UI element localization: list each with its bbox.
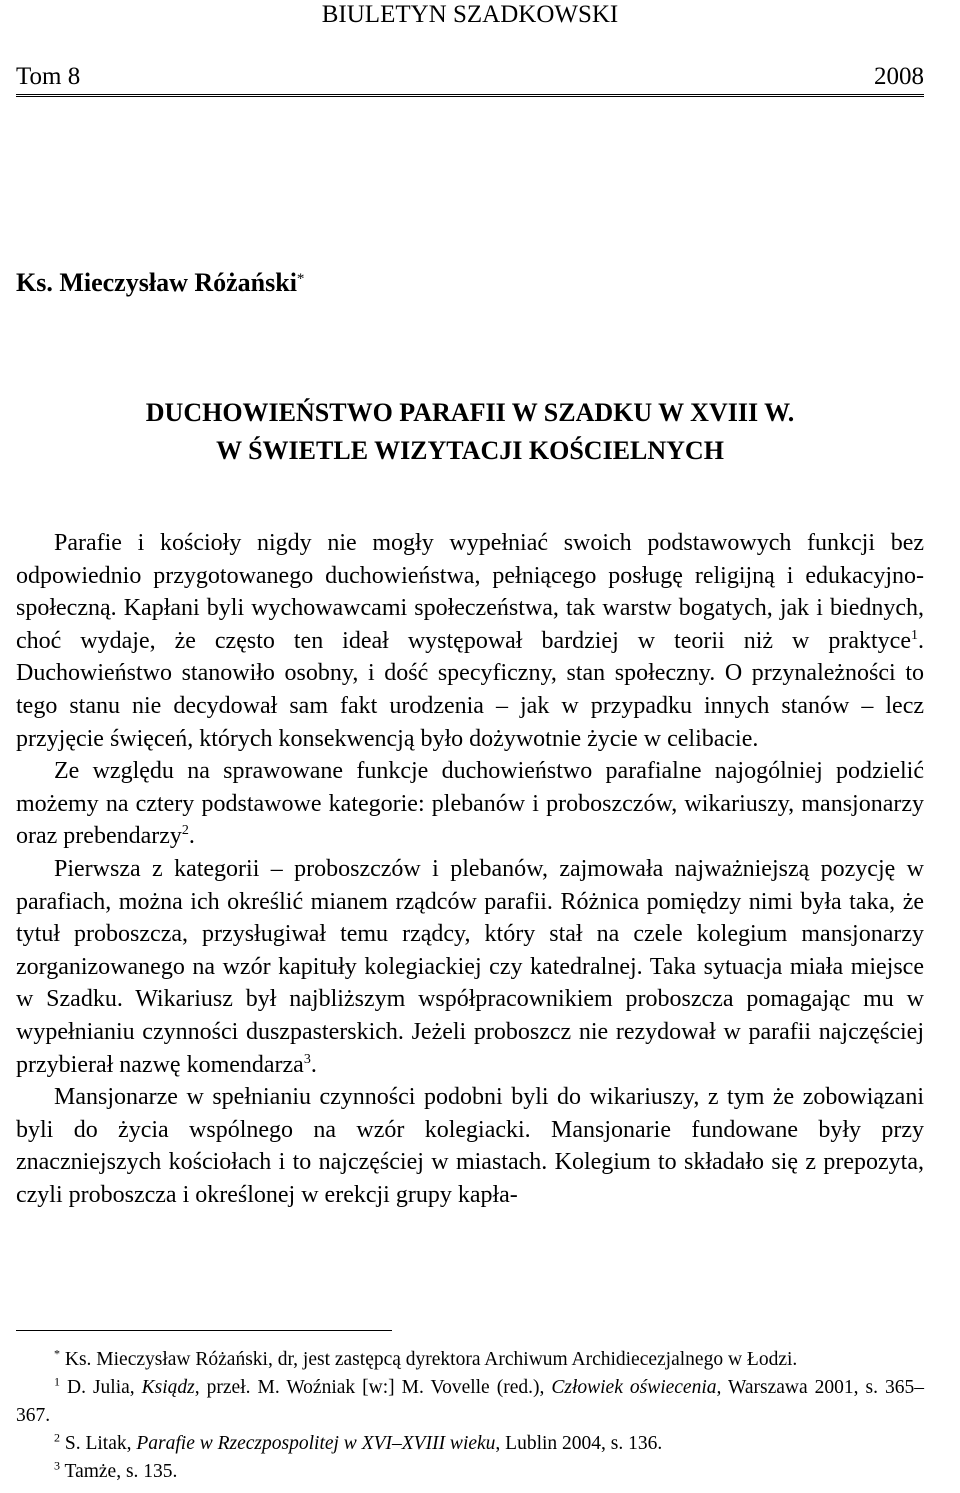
paragraph-3 [16, 853, 924, 1081]
footnote-mark-1: 1 [54, 1374, 60, 1389]
paragraph-3-text-b: . [310, 1051, 317, 1078]
title-line-2: W ŚWIETLE WIZYTACJI KOŚCIELNYCH [216, 436, 724, 465]
article-body [16, 527, 924, 1211]
paragraph-1-text-b: . Duchowieństwo stanowiło osobny, i dość specyficzny, stan społeczny. O przynależności to tego stanu nie decydował sam fakt urodzenia – jak w przypadku innych stanów – lecz przyjęcie święceń, których konsekwencją było dożywotnie życie w celibacie. [16, 627, 924, 752]
paragraph-4: Mansjonarze w spełnianiu czynności podobni byli do wikariuszy, z tym że zobowiązani byli do życia wspólnego na wzór kolegiacki. Mansjonarie fundowane były przy znaczniejszych kościołach i to najczęściej w miastach. Kolegium to składało się z prepozyta, czyli proboszcza i określonej w erekcji grupy kapła- [16, 1084, 924, 1208]
author-footnote-mark[interactable]: * [296, 271, 305, 287]
footnote-3-text: Tamże, s. 135. [60, 1461, 178, 1482]
footnote-ref-1[interactable]: 1 [911, 627, 918, 643]
footnote-mark-3: 3 [54, 1458, 60, 1473]
footnote-author [16, 1346, 924, 1374]
footnote-3 [16, 1458, 924, 1486]
footnote-1-text-b: , przeł. M. Woźniak [w:] M. Vovelle (red.), [194, 1377, 552, 1398]
footnote-2 [16, 1430, 924, 1458]
paragraph-2 [16, 755, 924, 853]
paragraph-1-text-a: Parafie i kościoły nigdy nie mogły wypełniać swoich podstawowych funkcji bez odpowiednio przygotowanego duchowieństwa, pełniącego posługę religijną i edukacyjno-społeczną. Kapłani byli wychowawcami społeczeństwa, tak warstw bogatych, jak i biednych, choć wydaje, że często ten ideał występował bardziej w teorii niż w praktyce [16, 530, 924, 654]
volume-number: Tom 8 [16, 63, 81, 90]
volume-row [16, 60, 924, 97]
footnotes [16, 1346, 924, 1486]
footnote-1-text-c: Warszawa 2001, s. 365–367. [16, 1377, 924, 1426]
footnote-mark-star: * [54, 1346, 60, 1361]
footnote-ref-3[interactable]: 3 [303, 1051, 311, 1067]
footnote-1-work-title: Ksiądz [141, 1377, 195, 1398]
paragraph-2-text-b: . [188, 823, 195, 850]
journal-title: BIULETYN SZADKOWSKI [321, 1, 619, 28]
author-name: Ks. Mieczysław Różański [16, 268, 297, 297]
footnote-1 [16, 1374, 924, 1430]
paragraph-1 [16, 527, 924, 755]
footnote-2-text-a: S. Litak, [60, 1433, 137, 1454]
footnote-1-text-a: D. Julia, [60, 1377, 142, 1398]
volume-year: 2008 [874, 63, 924, 90]
footnote-2-work-title: Parafie w Rzeczpospolitej w XVI–XVIII wieku [136, 1433, 496, 1454]
footnote-2-text-b: , Lublin 2004, s. 136. [495, 1433, 663, 1454]
article-author [16, 266, 304, 300]
paragraph-2-text-a: Ze względu na sprawowane funkcje duchowieństwo parafialne najogólniej podzielić możemy na cztery podstawowe kategorie: plebanów i proboszczów, wikariuszy, mansjonarzy oraz prebendarzy [16, 758, 924, 850]
article-title [16, 394, 924, 470]
footnote-author-text: Ks. Mieczysław Różański, dr, jest zastępcą dyrektora Archiwum Archidiecezjalnego w Łodzi. [60, 1349, 798, 1370]
paragraph-3-text-a: Pierwsza z kategorii – proboszczów i plebanów, zajmowała najważniejszą pozycję w parafiach, można ich określić mianem rządców parafii. Różnica pomiędzy nimi była taka, że tytuł proboszcza, przysługiwał temu rządcy, który stał na czele kolegium mansjonarzy zorganizowanego na wzór kapituły kolegiackiej czy katedralnej. Taka sytuacja miała miejsce w Szadku. Wikariusz był najbliższym współpracownikiem proboszcza pomagając mu w wypełnianiu czynności duszpasterskich. Jeżeli proboszcz nie rezydował w parafii najczęściej przybierał nazwę komendarza [16, 855, 924, 1078]
footnote-ref-2[interactable]: 2 [181, 823, 189, 839]
footnote-mark-2: 2 [54, 1430, 60, 1445]
footnote-1-volume-title: Człowiek oświecenia, [551, 1377, 722, 1398]
title-line-1: DUCHOWIEŃSTWO PARAFII W SZADKU W XVIII W. [145, 398, 795, 427]
footnote-separator [16, 1330, 392, 1331]
